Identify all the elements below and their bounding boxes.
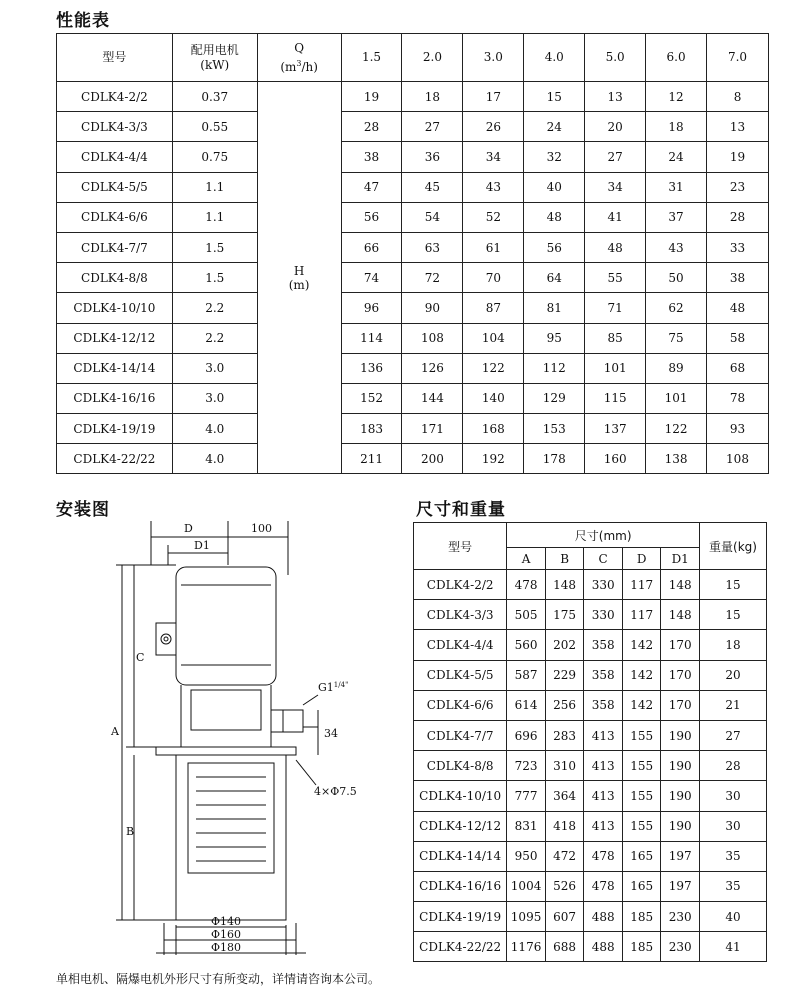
dimension-value-cell: 1095 <box>507 902 546 932</box>
model-cell: CDLK4-4/4 <box>57 142 173 172</box>
flow-value-header: 7.0 <box>707 34 769 82</box>
performance-row <box>57 293 769 323</box>
dim-label-c: C <box>136 651 145 664</box>
dimensions-row <box>414 902 767 932</box>
head-value-cell: 115 <box>585 383 646 413</box>
head-value-cell: 89 <box>646 353 707 383</box>
dimension-value-cell: 505 <box>507 600 546 630</box>
dim-model-cell: CDLK4-6/6 <box>414 690 507 720</box>
head-value-cell: 12 <box>646 82 707 112</box>
dimension-value-cell: 155 <box>622 811 661 841</box>
dim-label-d: D <box>184 522 193 535</box>
dim-model-cell: CDLK4-3/3 <box>414 600 507 630</box>
motor-power-cell: 0.75 <box>172 142 257 172</box>
head-value-cell: 27 <box>585 142 646 172</box>
dim-model-cell: CDLK4-12/12 <box>414 811 507 841</box>
performance-row <box>57 383 769 413</box>
phi140-label: Φ140 <box>211 915 242 928</box>
dimension-value-cell: 723 <box>507 751 546 781</box>
head-value-cell: 95 <box>524 323 585 353</box>
head-value-cell: 178 <box>524 444 585 474</box>
head-value-cell: 18 <box>402 82 463 112</box>
dimension-value-cell: 170 <box>661 690 700 720</box>
dimension-value-cell: 526 <box>545 871 584 901</box>
model-cell: CDLK4-12/12 <box>57 323 173 353</box>
model-cell: CDLK4-16/16 <box>57 383 173 413</box>
dimension-value-cell: 175 <box>545 600 584 630</box>
performance-row <box>57 82 769 112</box>
performance-row <box>57 142 769 172</box>
dimensions-row <box>414 871 767 901</box>
head-value-cell: 62 <box>646 293 707 323</box>
flow-value-header: 3.0 <box>463 34 524 82</box>
head-value-cell: 56 <box>524 232 585 262</box>
motor-header <box>172 34 257 82</box>
col-header-d: D <box>622 548 661 570</box>
dimension-value-cell: 148 <box>661 600 700 630</box>
motor-power-cell: 4.0 <box>172 414 257 444</box>
model-cell: CDLK4-6/6 <box>57 202 173 232</box>
head-value-cell: 211 <box>341 444 402 474</box>
dimension-value-cell: 202 <box>545 630 584 660</box>
head-value-cell: 93 <box>707 414 769 444</box>
head-value-cell: 87 <box>463 293 524 323</box>
motor-power-cell: 1.5 <box>172 232 257 262</box>
head-value-cell: 48 <box>707 293 769 323</box>
flow-header-unit: $(m^3/h)$ <box>280 58 318 74</box>
dimension-value-cell: 330 <box>584 570 623 600</box>
col-header-a: A <box>507 548 546 570</box>
head-value-cell: 27 <box>402 112 463 142</box>
performance-row <box>57 263 769 293</box>
head-value-cell: 50 <box>646 263 707 293</box>
dimension-value-cell: 587 <box>507 660 546 690</box>
weight-cell: 27 <box>699 720 766 750</box>
dimension-value-cell: 607 <box>545 902 584 932</box>
head-value-cell: 26 <box>463 112 524 142</box>
dimension-value-cell: 165 <box>622 871 661 901</box>
head-value-cell: 55 <box>585 263 646 293</box>
flow-value-header: 5.0 <box>585 34 646 82</box>
model-cell: CDLK4-10/10 <box>57 293 173 323</box>
head-value-cell: 136 <box>341 353 402 383</box>
dimension-value-cell: 283 <box>545 720 584 750</box>
head-value-cell: 61 <box>463 232 524 262</box>
head-value-cell: 58 <box>707 323 769 353</box>
motor-header-label: 配用电机 <box>190 42 239 57</box>
performance-row <box>57 172 769 202</box>
dimension-value-cell: 688 <box>545 932 584 962</box>
head-value-cell: 192 <box>463 444 524 474</box>
flow-header-symbol: Q <box>294 40 305 55</box>
head-value-cell: 19 <box>707 142 769 172</box>
head-value-cell: 101 <box>585 353 646 383</box>
dimension-value-cell: 560 <box>507 630 546 660</box>
motor-power-cell: 3.0 <box>172 383 257 413</box>
motor-power-cell: 1.5 <box>172 263 257 293</box>
weight-cell: 30 <box>699 781 766 811</box>
dimension-value-cell: 478 <box>584 871 623 901</box>
head-value-cell: 74 <box>341 263 402 293</box>
performance-row <box>57 112 769 142</box>
head-value-cell: 8 <box>707 82 769 112</box>
performance-row <box>57 232 769 262</box>
dimension-value-cell: 148 <box>661 570 700 600</box>
head-value-cell: 38 <box>341 142 402 172</box>
head-value-cell: 17 <box>463 82 524 112</box>
flow-value-header: 6.0 <box>646 34 707 82</box>
dimensions-row <box>414 630 767 660</box>
head-value-cell: 33 <box>707 232 769 262</box>
dimension-value-cell: 831 <box>507 811 546 841</box>
motor-power-cell: 2.2 <box>172 293 257 323</box>
dimension-value-cell: 358 <box>584 690 623 720</box>
motor-header-unit: (kW) <box>200 57 230 72</box>
dim-label-d1: D1 <box>194 539 210 552</box>
performance-row <box>57 444 769 474</box>
dim-model-cell: CDLK4-22/22 <box>414 932 507 962</box>
model-cell: CDLK4-14/14 <box>57 353 173 383</box>
dimension-value-cell: 170 <box>661 660 700 690</box>
holes-label: 4×Φ7.5 <box>314 785 357 798</box>
head-value-cell: 28 <box>707 202 769 232</box>
dimension-value-cell: 1176 <box>507 932 546 962</box>
head-value-cell: 36 <box>402 142 463 172</box>
thread-label: $G1^{1/4"}$ <box>318 681 349 694</box>
head-value-cell: 137 <box>585 414 646 444</box>
head-value-cell: 90 <box>402 293 463 323</box>
flow-value-header: 1.5 <box>341 34 402 82</box>
dim-model-cell: CDLK4-4/4 <box>414 630 507 660</box>
dimension-value-cell: 358 <box>584 630 623 660</box>
weight-cell: 28 <box>699 751 766 781</box>
dimension-value-cell: 478 <box>584 841 623 871</box>
head-unit: (m) <box>288 277 310 292</box>
weight-cell: 18 <box>699 630 766 660</box>
dimension-value-cell: 330 <box>584 600 623 630</box>
head-value-cell: 114 <box>341 323 402 353</box>
head-value-cell: 24 <box>524 112 585 142</box>
dimension-value-cell: 488 <box>584 902 623 932</box>
head-value-cell: 56 <box>341 202 402 232</box>
weight-cell: 15 <box>699 600 766 630</box>
dimension-value-cell: 155 <box>622 751 661 781</box>
head-symbol: H <box>293 263 305 278</box>
motor-power-cell: 0.55 <box>172 112 257 142</box>
performance-table <box>56 33 769 474</box>
weight-cell: 35 <box>699 871 766 901</box>
dimension-value-cell: 165 <box>622 841 661 871</box>
dimensions-row <box>414 841 767 871</box>
head-value-cell: 183 <box>341 414 402 444</box>
dimension-value-cell: 117 <box>622 570 661 600</box>
head-value-cell: 41 <box>585 202 646 232</box>
head-value-cell: 85 <box>585 323 646 353</box>
weight-header: 重量(kg) <box>699 523 766 570</box>
model-cell: CDLK4-2/2 <box>57 82 173 112</box>
dimension-value-cell: 413 <box>584 720 623 750</box>
head-value-cell: 47 <box>341 172 402 202</box>
head-value-cell: 122 <box>646 414 707 444</box>
head-value-cell: 108 <box>707 444 769 474</box>
dim-label-34: 34 <box>324 727 338 740</box>
dimension-value-cell: 488 <box>584 932 623 962</box>
dimension-value-cell: 256 <box>545 690 584 720</box>
weight-cell: 30 <box>699 811 766 841</box>
head-value-cell: 152 <box>341 383 402 413</box>
model-cell: CDLK4-19/19 <box>57 414 173 444</box>
installation-title: 安装图 <box>56 500 110 520</box>
dimension-value-cell: 478 <box>507 570 546 600</box>
head-value-cell: 129 <box>524 383 585 413</box>
dim-label-b: B <box>126 825 135 838</box>
motor-power-cell: 4.0 <box>172 444 257 474</box>
head-value-cell: 40 <box>524 172 585 202</box>
col-header-c: C <box>584 548 623 570</box>
dimension-value-cell: 142 <box>622 660 661 690</box>
dimension-value-cell: 472 <box>545 841 584 871</box>
dimensions-row <box>414 720 767 750</box>
dimensions-title: 尺寸和重量 <box>416 500 506 520</box>
dim-model-header: 型号 <box>414 523 507 570</box>
flow-value-header: 2.0 <box>402 34 463 82</box>
dimensions-row <box>414 811 767 841</box>
dimension-value-cell: 190 <box>661 720 700 750</box>
model-cell: CDLK4-5/5 <box>57 172 173 202</box>
performance-row <box>57 353 769 383</box>
dimension-value-cell: 413 <box>584 781 623 811</box>
head-value-cell: 43 <box>646 232 707 262</box>
model-cell: CDLK4-3/3 <box>57 112 173 142</box>
dimension-value-cell: 170 <box>661 630 700 660</box>
head-value-cell: 153 <box>524 414 585 444</box>
dimensions-header-row <box>414 523 767 548</box>
dimension-value-cell: 413 <box>584 811 623 841</box>
performance-title: 性能表 <box>56 11 110 31</box>
weight-cell: 35 <box>699 841 766 871</box>
dim-label-100: 100 <box>251 522 272 535</box>
dim-model-cell: CDLK4-2/2 <box>414 570 507 600</box>
model-cell: CDLK4-8/8 <box>57 263 173 293</box>
weight-cell: 41 <box>699 932 766 962</box>
head-value-cell: 54 <box>402 202 463 232</box>
dimension-value-cell: 310 <box>545 751 584 781</box>
head-value-cell: 43 <box>463 172 524 202</box>
model-header: 型号 <box>57 34 173 82</box>
head-value-cell: 70 <box>463 263 524 293</box>
head-value-cell: 160 <box>585 444 646 474</box>
dimension-value-cell: 117 <box>622 600 661 630</box>
dimension-value-cell: 155 <box>622 781 661 811</box>
head-value-cell: 19 <box>341 82 402 112</box>
dimension-value-cell: 418 <box>545 811 584 841</box>
head-value-cell: 200 <box>402 444 463 474</box>
size-header: 尺寸(mm) <box>507 523 700 548</box>
dimensions-row <box>414 781 767 811</box>
dim-model-cell: CDLK4-7/7 <box>414 720 507 750</box>
head-value-cell: 144 <box>402 383 463 413</box>
head-value-cell: 13 <box>585 82 646 112</box>
performance-row <box>57 323 769 353</box>
performance-header-row <box>57 34 769 82</box>
dimension-value-cell: 155 <box>622 720 661 750</box>
head-value-cell: 24 <box>646 142 707 172</box>
head-value-cell: 68 <box>707 353 769 383</box>
dim-model-cell: CDLK4-5/5 <box>414 660 507 690</box>
motor-power-cell: 2.2 <box>172 323 257 353</box>
dimension-value-cell: 696 <box>507 720 546 750</box>
dimension-value-cell: 229 <box>545 660 584 690</box>
dimensions-row <box>414 690 767 720</box>
dimension-value-cell: 190 <box>661 811 700 841</box>
motor-power-cell: 0.37 <box>172 82 257 112</box>
dimensions-table <box>413 522 767 962</box>
head-value-cell: 34 <box>463 142 524 172</box>
dimension-value-cell: 230 <box>661 902 700 932</box>
dimension-value-cell: 413 <box>584 751 623 781</box>
head-value-cell: 71 <box>585 293 646 323</box>
head-value-cell: 108 <box>402 323 463 353</box>
head-value-cell: 32 <box>524 142 585 172</box>
motor-power-cell: 1.1 <box>172 202 257 232</box>
dimension-value-cell: 197 <box>661 841 700 871</box>
head-value-cell: 20 <box>585 112 646 142</box>
motor-power-cell: 1.1 <box>172 172 257 202</box>
head-value-cell: 28 <box>341 112 402 142</box>
dimension-value-cell: 190 <box>661 781 700 811</box>
weight-cell: 20 <box>699 660 766 690</box>
head-value-cell: 38 <box>707 263 769 293</box>
phi180-label: Φ180 <box>211 941 242 954</box>
motor-power-cell: 3.0 <box>172 353 257 383</box>
dimensions-row <box>414 660 767 690</box>
dimension-value-cell: 777 <box>507 781 546 811</box>
head-value-cell: 81 <box>524 293 585 323</box>
dimension-value-cell: 358 <box>584 660 623 690</box>
head-label-cell <box>257 82 341 474</box>
col-header-b: B <box>545 548 584 570</box>
col-header-d1: D1 <box>661 548 700 570</box>
head-value-cell: 18 <box>646 112 707 142</box>
model-cell: CDLK4-22/22 <box>57 444 173 474</box>
head-value-cell: 168 <box>463 414 524 444</box>
head-value-cell: 101 <box>646 383 707 413</box>
dimension-value-cell: 614 <box>507 690 546 720</box>
head-value-cell: 171 <box>402 414 463 444</box>
dimension-value-cell: 950 <box>507 841 546 871</box>
dimensions-row <box>414 600 767 630</box>
head-value-cell: 112 <box>524 353 585 383</box>
dim-model-cell: CDLK4-19/19 <box>414 902 507 932</box>
head-value-cell: 64 <box>524 263 585 293</box>
weight-cell: 40 <box>699 902 766 932</box>
head-value-cell: 66 <box>341 232 402 262</box>
head-value-cell: 75 <box>646 323 707 353</box>
head-value-cell: 138 <box>646 444 707 474</box>
dimension-value-cell: 190 <box>661 751 700 781</box>
head-value-cell: 37 <box>646 202 707 232</box>
performance-row <box>57 414 769 444</box>
flow-value-header: 4.0 <box>524 34 585 82</box>
performance-row <box>57 202 769 232</box>
head-value-cell: 122 <box>463 353 524 383</box>
head-value-cell: 31 <box>646 172 707 202</box>
head-value-cell: 96 <box>341 293 402 323</box>
dimension-value-cell: 364 <box>545 781 584 811</box>
model-cell: CDLK4-7/7 <box>57 232 173 262</box>
head-value-cell: 78 <box>707 383 769 413</box>
dimension-value-cell: 142 <box>622 690 661 720</box>
dimension-value-cell: 148 <box>545 570 584 600</box>
dimension-value-cell: 142 <box>622 630 661 660</box>
dim-label-a: A <box>111 725 119 738</box>
dim-model-cell: CDLK4-10/10 <box>414 781 507 811</box>
dimensions-row <box>414 751 767 781</box>
dimensions-row <box>414 932 767 962</box>
dimension-value-cell: 1004 <box>507 871 546 901</box>
dimension-value-cell: 185 <box>622 902 661 932</box>
head-value-cell: 72 <box>402 263 463 293</box>
dimension-value-cell: 230 <box>661 932 700 962</box>
dim-model-cell: CDLK4-14/14 <box>414 841 507 871</box>
dim-model-cell: CDLK4-16/16 <box>414 871 507 901</box>
dim-model-cell: CDLK4-8/8 <box>414 751 507 781</box>
dimensions-row <box>414 570 767 600</box>
head-value-cell: 15 <box>524 82 585 112</box>
head-value-cell: 63 <box>402 232 463 262</box>
head-value-cell: 13 <box>707 112 769 142</box>
head-value-cell: 45 <box>402 172 463 202</box>
head-value-cell: 140 <box>463 383 524 413</box>
flow-header <box>257 34 341 82</box>
footnote: 单相电机、隔爆电机外形尺寸有所变动，详情请咨询本公司。 <box>56 972 381 986</box>
head-value-cell: 126 <box>402 353 463 383</box>
dimension-value-cell: 197 <box>661 871 700 901</box>
installation-diagram <box>56 515 366 965</box>
dimension-value-cell: 185 <box>622 932 661 962</box>
head-value-cell: 23 <box>707 172 769 202</box>
head-value-cell: 48 <box>524 202 585 232</box>
head-value-cell: 48 <box>585 232 646 262</box>
weight-cell: 21 <box>699 690 766 720</box>
head-value-cell: 104 <box>463 323 524 353</box>
weight-cell: 15 <box>699 570 766 600</box>
phi160-label: Φ160 <box>211 928 242 941</box>
head-value-cell: 34 <box>585 172 646 202</box>
head-value-cell: 52 <box>463 202 524 232</box>
